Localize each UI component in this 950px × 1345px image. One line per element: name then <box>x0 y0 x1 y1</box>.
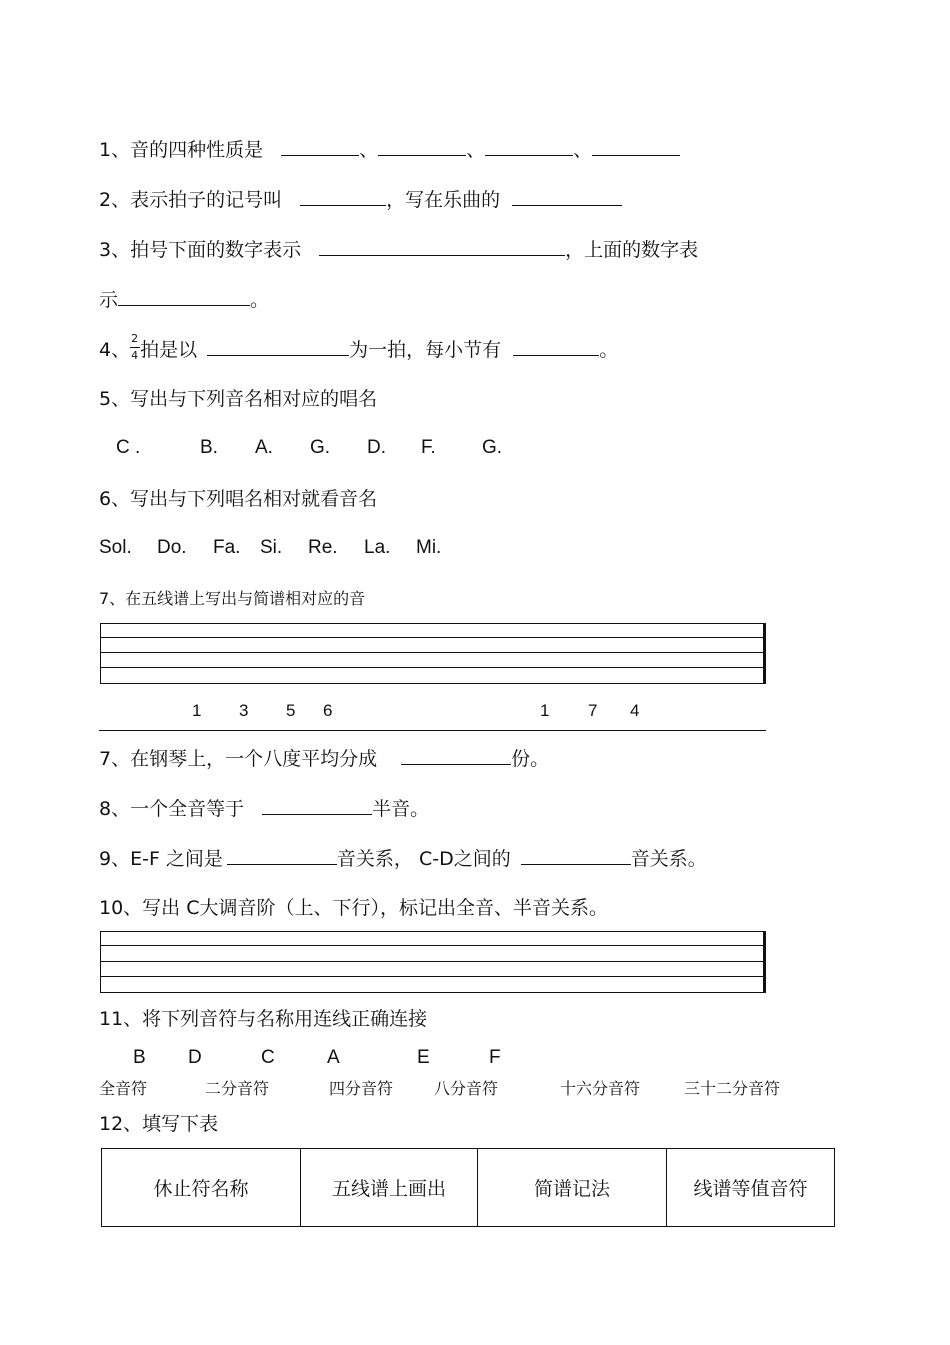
question-2 <box>99 187 622 212</box>
note-name-item: A. <box>255 437 273 458</box>
note-letter[interactable]: F <box>489 1047 501 1068</box>
question-2-text: 2、表示拍子的记号叫 <box>99 189 283 211</box>
answer-blank[interactable] <box>300 187 386 206</box>
question-9-end: 音关系。 <box>630 848 707 870</box>
numbered-note: 5 <box>286 701 296 720</box>
question-3-end: 。 <box>250 289 270 311</box>
table-header-cell[interactable]: 简谱记法 <box>478 1149 667 1227</box>
question-6: 6、写出与下列唱名相对就看音名 <box>99 488 378 510</box>
time-signature-numerator: 2 <box>131 331 139 345</box>
answer-blank[interactable] <box>262 796 372 815</box>
question-1-text: 1、音的四种性质是 <box>99 139 264 161</box>
question-7a: 7、在五线谱上写出与简谱相对应的音 <box>99 589 366 608</box>
table-header-cell[interactable]: 线谱等值音符 <box>667 1149 835 1227</box>
question-10: 10、写出 C大调音阶（上、下行），标记出全音、半音关系。 <box>99 897 608 919</box>
separator: 、 <box>359 139 379 161</box>
answer-blank[interactable] <box>401 746 511 765</box>
note-type-name[interactable]: 四分音符 <box>329 1079 394 1098</box>
answer-blank[interactable] <box>118 287 250 306</box>
numbered-note: 7 <box>588 701 598 720</box>
question-4 <box>99 331 619 363</box>
note-name-item: G. <box>482 437 503 458</box>
answer-blank[interactable] <box>281 137 359 156</box>
solfege-item: La. <box>364 537 391 558</box>
question-1 <box>99 137 680 162</box>
question-9-mid: 音关系， C-D之间的 <box>336 848 511 870</box>
table-header-row <box>102 1149 835 1227</box>
question-9 <box>99 846 707 871</box>
note-type-name[interactable]: 三十二分音符 <box>684 1079 781 1098</box>
answer-blank[interactable] <box>227 846 337 865</box>
solfege-item: Si. <box>260 537 283 558</box>
question-4-end: 。 <box>599 339 619 361</box>
solfege-item: Do. <box>157 537 187 558</box>
answer-blank[interactable] <box>592 137 680 156</box>
table-header-cell[interactable]: 休止符名称 <box>102 1149 301 1227</box>
question-7b-text: 7、在钢琴上，一个八度平均分成 <box>99 748 378 770</box>
solfege-item: Fa. <box>213 537 241 558</box>
note-type-name[interactable]: 八分音符 <box>434 1079 499 1098</box>
question-7b-end: 份。 <box>511 748 550 770</box>
separator: 、 <box>573 139 593 161</box>
note-type-name[interactable]: 十六分音符 <box>560 1079 641 1098</box>
note-name-item: F. <box>421 437 436 458</box>
question-4-number: 4、 <box>99 339 131 361</box>
time-signature <box>130 331 140 363</box>
question-8-text: 8、一个全音等于 <box>99 798 245 820</box>
answer-blank[interactable] <box>378 137 466 156</box>
note-type-name[interactable]: 全音符 <box>99 1079 148 1098</box>
question-3 <box>99 237 698 262</box>
solfege-item: Sol. <box>99 537 132 558</box>
answer-blank[interactable] <box>513 337 599 356</box>
note-letter[interactable]: C <box>261 1047 275 1068</box>
question-9-text: 9、E-F 之间是 <box>99 848 223 870</box>
music-staff[interactable] <box>100 623 766 684</box>
rest-table <box>101 1148 835 1227</box>
divider-line <box>99 730 766 731</box>
question-3-cont-text: 示 <box>99 289 119 311</box>
numbered-note: 4 <box>630 701 640 720</box>
question-3-text: 3、拍号下面的数字表示 <box>99 239 302 261</box>
question-12: 12、填写下表 <box>99 1113 219 1135</box>
question-3-mid: ，上面的数字表 <box>565 239 699 261</box>
answer-blank[interactable] <box>512 187 622 206</box>
note-letter[interactable]: B <box>133 1047 146 1068</box>
answer-blank[interactable] <box>485 137 573 156</box>
time-signature-denominator: 4 <box>131 348 139 362</box>
question-4-text: 拍是以 <box>140 339 198 361</box>
numbered-note: 1 <box>540 701 550 720</box>
question-8 <box>99 796 429 821</box>
music-staff[interactable] <box>100 931 766 993</box>
note-name-item: B. <box>200 437 218 458</box>
question-7b <box>99 746 549 771</box>
question-4-mid: 为一拍，每小节有 <box>349 339 502 361</box>
answer-blank[interactable] <box>521 846 631 865</box>
numbered-note: 3 <box>239 701 249 720</box>
question-8-end: 半音。 <box>372 798 430 820</box>
answer-blank[interactable] <box>207 337 349 356</box>
numbered-note: 6 <box>323 701 333 720</box>
solfege-item: Re. <box>308 537 338 558</box>
note-type-name[interactable]: 二分音符 <box>205 1079 270 1098</box>
question-3-cont <box>99 287 269 312</box>
question-5: 5、写出与下列音名相对应的唱名 <box>99 388 378 410</box>
note-letter[interactable]: D <box>188 1047 202 1068</box>
note-letter[interactable]: E <box>417 1047 430 1068</box>
answer-blank[interactable] <box>319 237 565 256</box>
note-letter[interactable]: A <box>327 1047 340 1068</box>
note-name-item: C . <box>116 437 141 458</box>
question-2-mid: ，写在乐曲的 <box>386 189 501 211</box>
numbered-note: 1 <box>192 701 202 720</box>
note-name-item: D. <box>367 437 386 458</box>
solfege-item: Mi. <box>416 537 442 558</box>
table-header-cell[interactable]: 五线谱上画出 <box>301 1149 478 1227</box>
question-11: 11、将下列音符与名称用连线正确连接 <box>99 1008 428 1030</box>
separator: 、 <box>466 139 486 161</box>
note-name-item: G. <box>310 437 331 458</box>
